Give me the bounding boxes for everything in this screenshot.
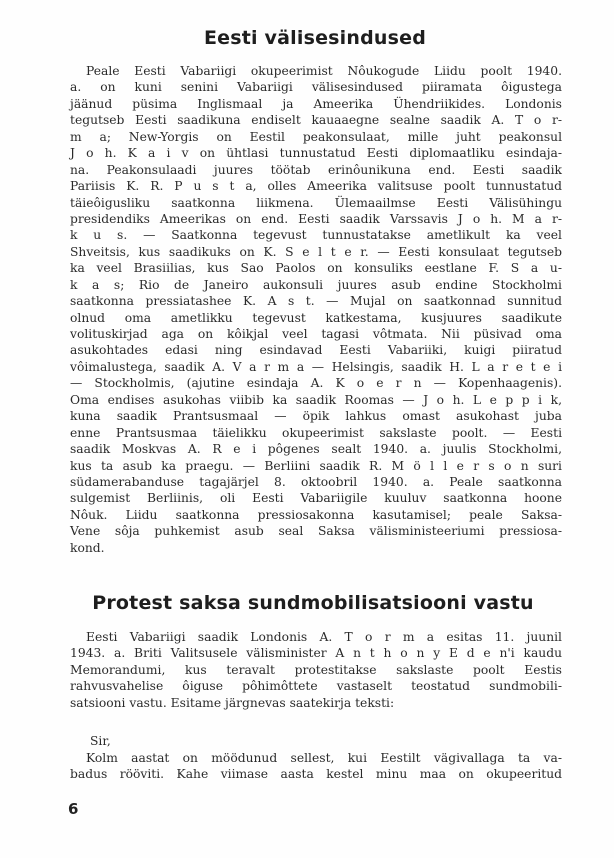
paragraph-letter-body xyxy=(70,750,562,783)
text-line: m a; New-Yorgis on Eestil peakonsulaat, mille juht peakonsul xyxy=(70,129,562,144)
section-title-foreign-missions: Eesti välisesindused xyxy=(203,27,427,49)
paragraph-protest-intro xyxy=(70,629,562,711)
text-line: tegutseb Eesti saadikuna endiselt kauaaegne sealne saadik A. T o r- xyxy=(70,113,562,128)
text-line: k u s. — Saatkonna tegevust tunnustatakse ametlikult ka veel xyxy=(70,228,562,243)
page-number: 6 xyxy=(68,800,79,818)
letter-salutation: Sir, xyxy=(90,734,111,748)
text-line: enne Prantsusmaa täielikku okupeerimist sakslaste poolt. — Eesti xyxy=(70,425,562,440)
text-line: ka veel Brasiilias, kus Sao Paolos on konsuliks eestlane F. S a u- xyxy=(70,261,562,276)
text-line: presidendiks Ameerikas on end. Eesti saadik Varssavis J o h. M a r- xyxy=(70,211,562,226)
text-line: Shveitsis, kus saadikuks on K. S e l t e r. — Eesti konsulaat tegutseb xyxy=(70,244,562,259)
text-line: Pariisis K. R. P u s t a, olles Ameerika valitsuse poolt tunnustatud xyxy=(70,179,562,194)
text-line: satsiooni vastu. Esitame järgnevas saatekirja teksti: xyxy=(70,695,395,710)
text-line: na. Peakonsulaadi juures töötab erinôunikuna end. Eesti saadik xyxy=(70,162,562,177)
text-line: volituskirjad aga on kôikjal veel tagasi vôtmata. Nii püsivad oma xyxy=(70,327,562,341)
text-line: südamerabanduse tagajärjel 8. oktoobril 1940. a. Peale saatkonna xyxy=(70,474,562,489)
text-line: k a s; Rio de Janeiro aukonsuli juures asub endine Stockholmi xyxy=(70,277,562,292)
text-line: 1943. a. Briti Valitsusele välisminister A n t h o n y E d e n'i kaudu xyxy=(70,646,562,661)
text-line: saatkonna pressiatashee K. A s t. — Mujal on saatkonnad sunnitud xyxy=(70,294,562,309)
text-line: kond. xyxy=(70,540,105,555)
text-line: jäänud püsima Inglismaal ja Ameerika Ühendriikides. Londonis xyxy=(70,96,562,111)
text-line: sulgemist Berliinis, oli Eesti Vabariigile kuuluv saatkonna hoone xyxy=(70,491,562,506)
text-line: Eesti Vabariigi saadik Londonis A. T o r m a esitas 11. juunil xyxy=(86,630,562,644)
text-line: rahvusvahelise ôiguse pôhimôttete vastaselt teostatud sundmobili- xyxy=(70,679,562,694)
text-line: asukohtades edasi ning esindavad Eesti Vabariiki, kuigi piiratud xyxy=(70,343,562,358)
section-title-protest: Protest saksa sundmobilisatsiooni vastu xyxy=(92,592,534,614)
text-line: — Stockholmis, (ajutine esindaja A. K o e r n — Kopenhaagenis). xyxy=(70,376,562,391)
text-line: Oma endises asukohas viibib ka saadik Roomas — J o h. L e p p i k, xyxy=(70,392,562,407)
text-line: täieôigusliku saatkonna liikmena. Ülemaailmse Eesti Välisühingu xyxy=(70,195,562,210)
text-line: olnud oma ametlikku tegevust katkestama, kusjuures saadikute xyxy=(70,310,562,325)
text-line: a. on kuni senini Vabariigi välisesindused piiramata ôigustega xyxy=(70,80,562,95)
text-line: badus rööviti. Kahe viimase aasta kestel minu maa on okupeeritud xyxy=(70,767,562,782)
text-line: Vene sôja puhkemist asub seal Saksa välisministeeriumi pressiosa- xyxy=(70,524,562,539)
text-line: kus ta asub ka praegu. — Berliini saadik R. M ö l l e r s o n suri xyxy=(70,458,562,473)
text-line: Kolm aastat on möödunud sellest, kui Eestilt vägivallaga ta va- xyxy=(86,751,562,765)
text-line: J o h. K a i v on ühtlasi tunnustatud Eesti diplomaatliku esindaja- xyxy=(70,146,562,161)
paragraph-foreign-missions xyxy=(70,63,562,556)
text-line: Peale Eesti Vabariigi okupeerimist Nôukogude Liidu poolt 1940. xyxy=(86,64,562,78)
text-line: kuna saadik Prantsusmaal — öpik lahkus omast asukohast juba xyxy=(70,409,562,424)
text-line: Memorandumi, kus teravalt protestitakse sakslaste poolt Eestis xyxy=(70,662,562,677)
text-line: saadik Moskvas A. R e i pôgenes sealt 1940. a. juulis Stockholmi, xyxy=(70,442,562,457)
text-line: Nôuk. Liidu saatkonna pressiosakonna kasutamisel; peale Saksa- xyxy=(70,507,562,522)
text-line: vôimalustega, saadik A. V a r m a — Helsingis, saadik H. L a r e t e i xyxy=(70,359,562,374)
